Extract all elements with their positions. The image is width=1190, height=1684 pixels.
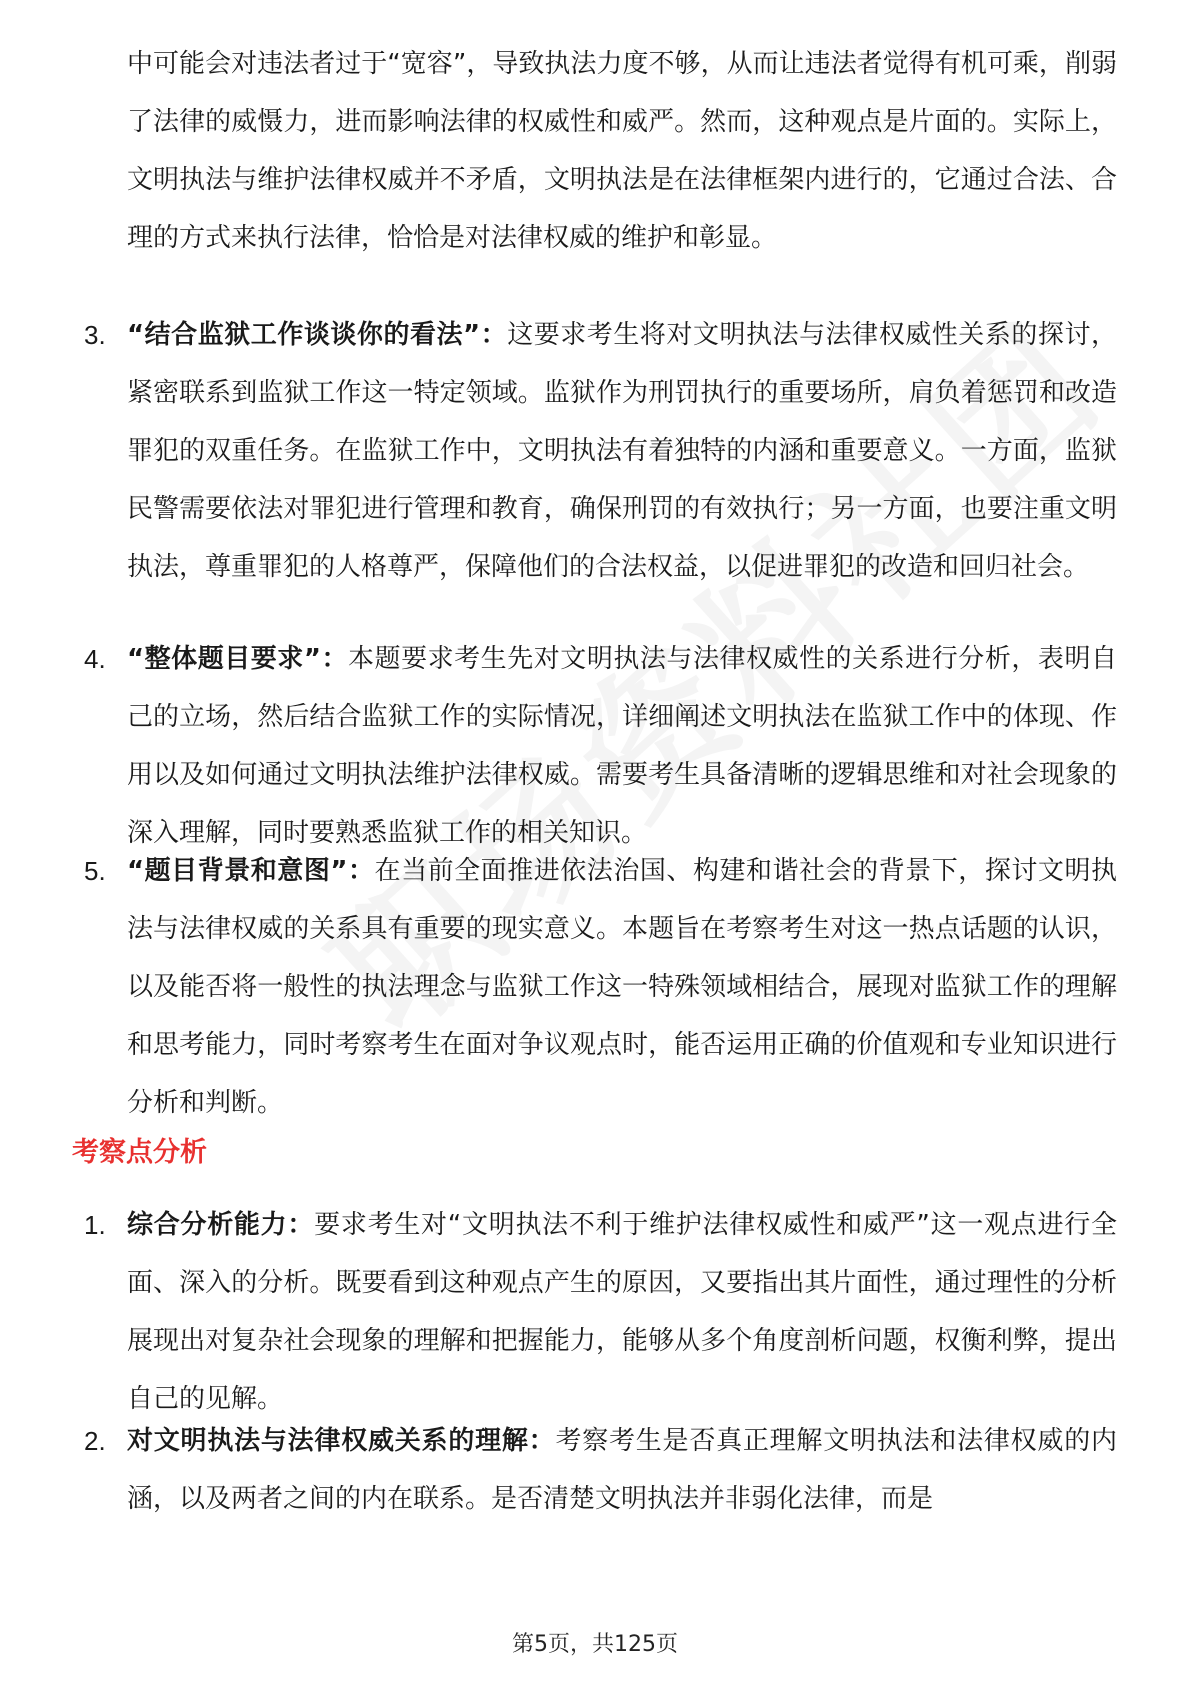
- list-item-4: [84, 630, 1117, 862]
- list-number: 5.: [84, 856, 106, 886]
- list-item-title: 对文明执法与法律权威关系的理解：: [127, 1426, 556, 1456]
- exam-point-item-2: [84, 1412, 1117, 1528]
- list-number: 1.: [84, 1210, 106, 1240]
- page-footer: 第5页，共125页: [512, 1632, 678, 1657]
- list-item-text: 要求考生对“文明执法不利于维护法律权威性和威严”这一观点进行全面、深入的分析。既要看到这种观点产生的原因，又要指出其片面性，通过理性的分析展现出对复杂社会现象的理解和把握能力，能够从多个角度剖析问题，权衡利弊，提出自己的见解。: [127, 1210, 1117, 1414]
- list-number: 3.: [84, 320, 106, 350]
- list-number: 2.: [84, 1426, 106, 1456]
- list-item-3: [84, 306, 1117, 596]
- section-heading: 考察点分析: [72, 1137, 207, 1168]
- list-number: 4.: [84, 644, 106, 674]
- exam-point-item-1: [84, 1196, 1117, 1428]
- list-item-title: “结合监狱工作谈谈你的看法”：: [127, 320, 508, 350]
- list-item-title: “题目背景和意图”：: [127, 856, 375, 886]
- list-item-text: 在当前全面推进依法治国、构建和谐社会的背景下，探讨文明执法与法律权威的关系具有重要的现实意义。本题旨在考察考生对这一热点话题的认识，以及能否将一般性的执法理念与监狱工作这一特殊领域相结合，展现对监狱工作的理解和思考能力，同时考察考生在面对争议观点时，能否运用正确的价值观和专业知识进行分析和判断。: [127, 856, 1117, 1118]
- list-item-text: 这要求考生将对文明执法与法律权威性关系的探讨，紧密联系到监狱工作这一特定领域。监狱作为刑罚执行的重要场所，肩负着惩罚和改造罪犯的双重任务。在监狱工作中，文明执法有着独特的内涵和重要意义。一方面，监狱民警需要依法对罪犯进行管理和教育，确保刑罚的有效执行；另一方面，也要注重文明执法，尊重罪犯的人格尊严，保障他们的合法权益，以促进罪犯的改造和回归社会。: [127, 320, 1117, 582]
- list-item-title: 综合分析能力：: [127, 1210, 315, 1240]
- list-item-text: 本题要求考生先对文明执法与法律权威性的关系进行分析，表明自己的立场，然后结合监狱工作的实际情况，详细阐述文明执法在监狱工作中的体现、作用以及如何通过文明执法维护法律权威。需要考生具备清晰的逻辑思维和对社会现象的深入理解，同时要熟悉监狱工作的相关知识。: [127, 644, 1117, 848]
- list-item-5: [84, 842, 1117, 1132]
- list-item-title: “整体题目要求”：: [127, 644, 348, 674]
- continuation-paragraph: 中可能会对违法者过于“宽容”，导致执法力度不够，从而让违法者觉得有机可乘，削弱了法律的威慑力，进而影响法律的权威性和威严。然而，这种观点是片面的。实际上，文明执法与维护法律权威并不矛盾，文明执法是在法律框架内进行的，它通过合法、合理的方式来执行法律，恰恰是对法律权威的维护和彰显。: [127, 49, 1117, 253]
- list-item-text: 考察考生是否真正理解文明执法和法律权威的内涵，以及两者之间的内在联系。是否清楚文明执法并非弱化法律，而是: [127, 1426, 1117, 1514]
